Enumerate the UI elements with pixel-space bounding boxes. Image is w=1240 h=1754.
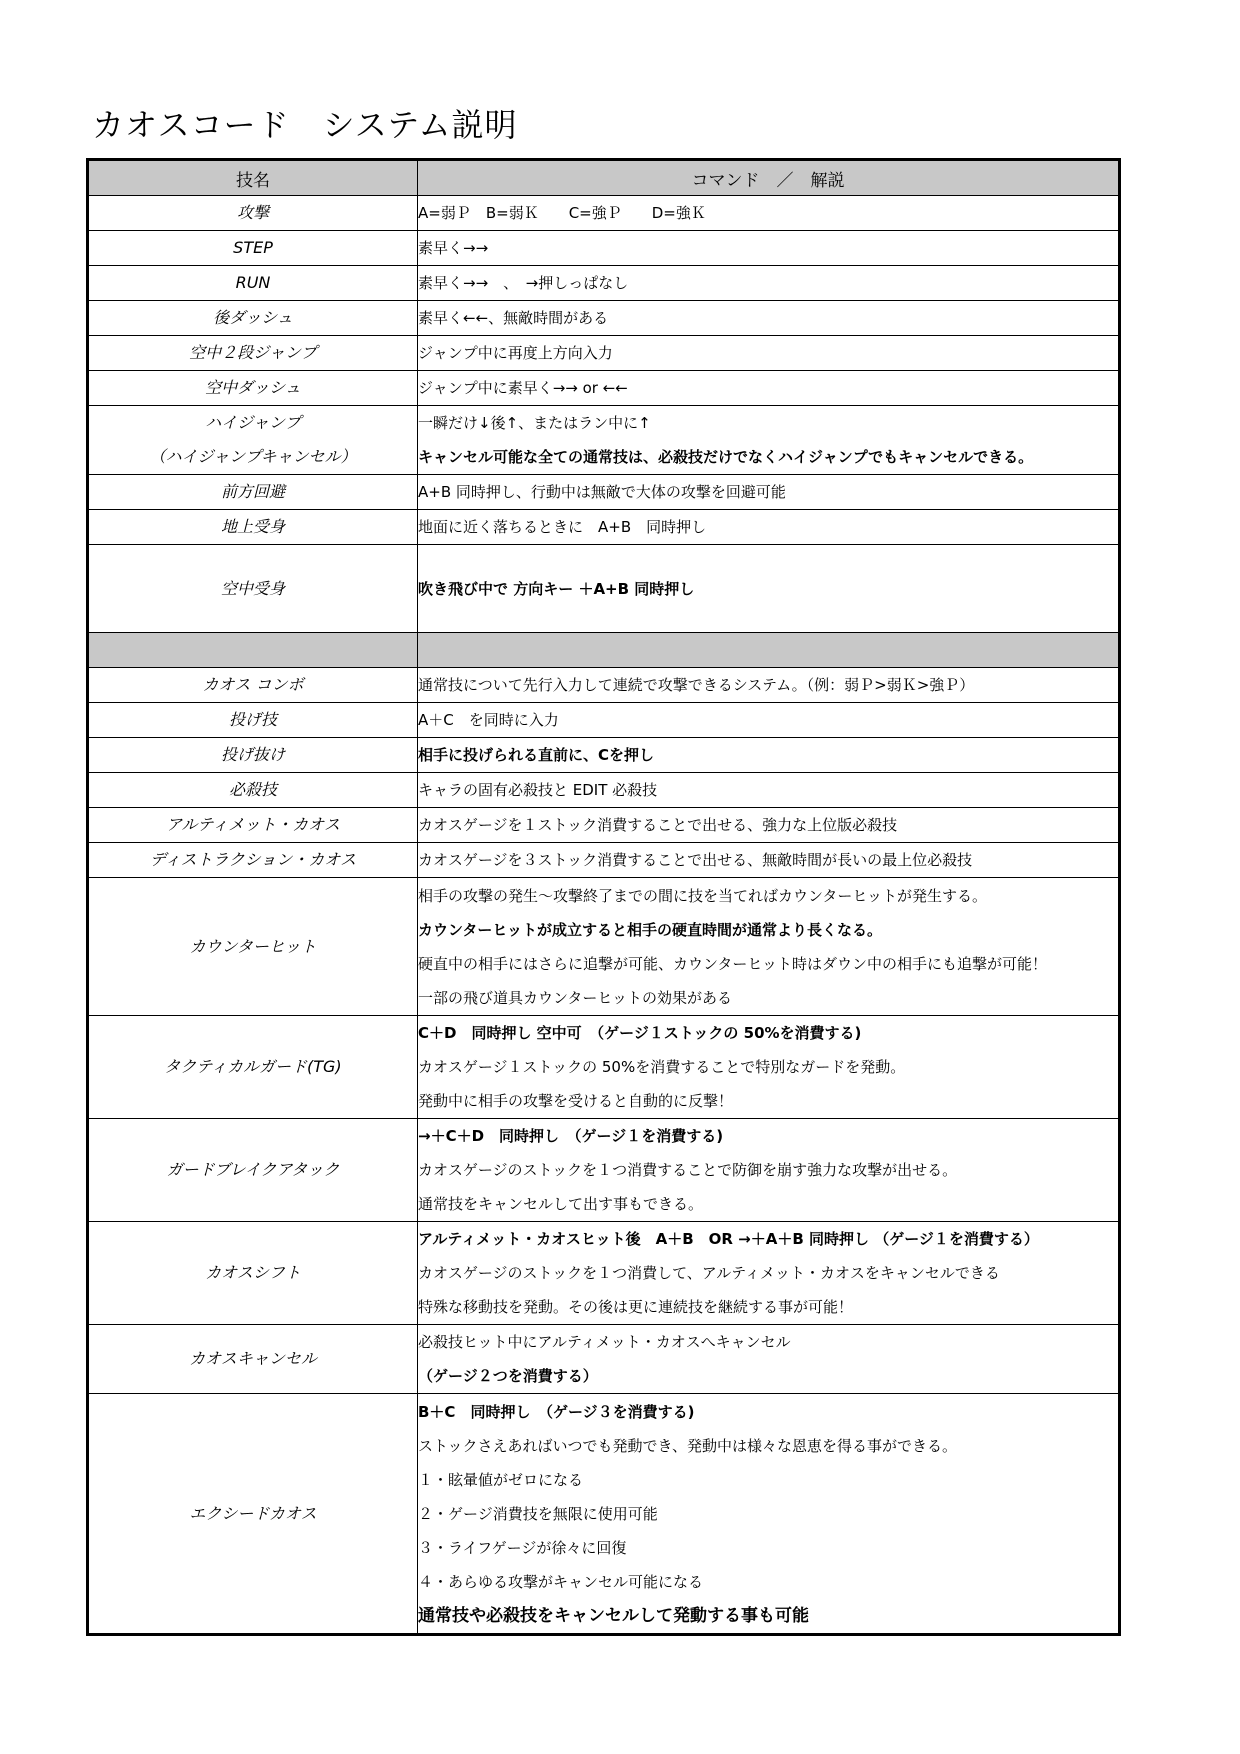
technique-name: RUN <box>235 273 271 292</box>
technique-name-cell <box>88 738 418 773</box>
table-row <box>88 633 1120 668</box>
command-description-cell <box>418 878 1120 1016</box>
table-row <box>88 336 1120 371</box>
technique-name: 空中２段ジャンプ <box>189 343 317 362</box>
technique-name: 空中ダッシュ <box>205 378 301 397</box>
command-description-cell <box>418 738 1120 773</box>
technique-name: STEP <box>233 238 273 257</box>
table-row <box>88 808 1120 843</box>
description-line: 相手に投げられる直前に、Cを押し <box>418 746 655 764</box>
description-line: ジャンプ中に素早く→→ or ←← <box>418 379 628 397</box>
command-description-cell <box>418 475 1120 510</box>
command-description-cell <box>418 633 1120 668</box>
header-name-column: 技名 <box>88 160 418 196</box>
description-line: 一部の飛び道具カウンターヒットの効果がある <box>418 988 732 1007</box>
technique-name-cell <box>88 1222 418 1325</box>
table-row <box>88 301 1120 336</box>
description-line: 素早く→→ 、 →押しっぱなし <box>418 274 629 292</box>
technique-name-cell <box>88 371 418 406</box>
command-description-cell <box>418 371 1120 406</box>
command-description-cell <box>418 406 1120 475</box>
technique-name: 投げ技 <box>228 710 277 729</box>
description-line: C＋D 同時押し 空中可 （ゲージ１ストックの 50%を消費する) <box>418 1024 862 1042</box>
command-description-cell <box>418 773 1120 808</box>
table-row <box>88 1394 1120 1635</box>
table-row <box>88 371 1120 406</box>
technique-name: ハイジャンプ <box>205 413 301 432</box>
description-line: キャンセル可能な全ての通常技は、必殺技だけでなくハイジャンプでもキャンセルできる。 <box>418 448 1034 466</box>
technique-name-cell <box>88 475 418 510</box>
technique-name: 空中受身 <box>220 578 285 598</box>
description-line: １・眩暈値がゼロになる <box>418 1470 584 1489</box>
technique-name: 攻撃 <box>236 203 269 222</box>
description-line: ストックさえあればいつでも発動でき、発動中は様々な恩恵を得る事ができる。 <box>418 1436 957 1455</box>
technique-name: カオスキャンセル <box>189 1349 317 1368</box>
technique-name-cell <box>88 633 418 668</box>
table-row <box>88 703 1120 738</box>
description-line: カオスゲージのストックを１つ消費することで防御を崩す強力な攻撃が出せる。 <box>418 1161 958 1179</box>
technique-name: カオスシフト <box>205 1263 301 1282</box>
technique-name-cell <box>88 1016 418 1119</box>
table-row <box>88 1016 1120 1119</box>
technique-name: 前方回避 <box>220 482 285 501</box>
command-description-cell <box>418 1325 1120 1394</box>
command-description-cell <box>418 336 1120 371</box>
technique-name-cell <box>88 878 418 1016</box>
description-line: カオスゲージを１ストック消費することで出せる、強力な上位版必殺技 <box>418 816 898 834</box>
description-line: 通常技をキャンセルして出す事もできる。 <box>418 1195 704 1213</box>
description-line: 発動中に相手の攻撃を受けると自動的に反撃！ <box>418 1092 734 1110</box>
table-row <box>88 510 1120 545</box>
technique-name: ガードブレイクアタック <box>166 1160 340 1179</box>
description-line: 必殺技ヒット中にアルティメット・カオスへキャンセル <box>418 1333 791 1351</box>
technique-name: カオス コンボ <box>202 675 304 694</box>
command-description-cell <box>418 808 1120 843</box>
table-row <box>88 1119 1120 1222</box>
technique-name-cell <box>88 301 418 336</box>
technique-name: 投げ抜け <box>220 745 285 764</box>
technique-name: 後ダッシュ <box>213 308 293 327</box>
command-description-cell <box>418 301 1120 336</box>
technique-name-cell <box>88 703 418 738</box>
description-line: A＋C を同時に入力 <box>418 711 559 729</box>
command-description-cell <box>418 231 1120 266</box>
table-row <box>88 668 1120 703</box>
description-line: カウンターヒットが成立すると相手の硬直時間が通常より長くなる。 <box>418 920 882 939</box>
description-line: A+B 同時押し、行動中は無敵で大体の攻撃を回避可能 <box>418 483 786 501</box>
command-description-cell <box>418 703 1120 738</box>
description-line: 地面に近く落ちるときに A+B 同時押し <box>418 518 707 536</box>
description-line: ４・あらゆる攻撃がキャンセル可能になる <box>418 1572 704 1591</box>
table-row <box>88 773 1120 808</box>
description-line: アルティメット・カオスヒット後 A＋B OR →＋A＋B 同時押し （ゲージ１を消費する） <box>418 1230 1039 1248</box>
description-line: ジャンプ中に再度上方向入力 <box>418 344 613 362</box>
command-description-cell <box>418 266 1120 301</box>
description-line: カオスゲージのストックを１つ消費して、アルティメット・カオスをキャンセルできる <box>418 1264 1000 1282</box>
command-description-cell <box>418 668 1120 703</box>
description-line: キャラの固有必殺技と EDIT 必殺技 <box>418 781 658 799</box>
table-row <box>88 406 1120 475</box>
description-line: （ゲージ２つを消費する） <box>418 1367 598 1385</box>
technique-name-cell <box>88 231 418 266</box>
technique-name-cell <box>88 336 418 371</box>
technique-name-cell <box>88 1325 418 1394</box>
description-line: カオスゲージを３ストック消費することで出せる、無敵時間が長いの最上位必殺技 <box>418 851 973 869</box>
table-header-row <box>88 160 1120 196</box>
description-line: カオスゲージ１ストックの 50%を消費することで特別なガードを発動。 <box>418 1058 906 1076</box>
technique-name-cell <box>88 843 418 878</box>
description-line: 硬直中の相手にはさらに追撃が可能、カウンターヒット時はダウン中の相手にも追撃が可能！ <box>418 954 1047 973</box>
table-row <box>88 196 1120 231</box>
description-line: →＋C＋D 同時押し （ゲージ１を消費する) <box>418 1127 724 1145</box>
technique-name: タクティカルガード(TG) <box>164 1057 342 1076</box>
description-line: 相手の攻撃の発生～攻撃終了までの間に技を当てればカウンターヒットが発生する。 <box>418 886 987 905</box>
technique-name-cell <box>88 510 418 545</box>
table-row <box>88 545 1120 633</box>
table-row <box>88 231 1120 266</box>
technique-name-cell <box>88 545 418 633</box>
technique-name-cell <box>88 406 418 475</box>
technique-name-cell <box>88 1119 418 1222</box>
description-line: 通常技について先行入力して連続で攻撃できるシステム。（例：弱Ｐ>弱Ｋ>強Ｐ） <box>418 676 975 694</box>
technique-name: アルティメット・カオス <box>166 815 340 834</box>
description-line: 吹き飛び中で 方向キー ＋A+B 同時押し <box>418 579 695 598</box>
technique-name-cell <box>88 1394 418 1635</box>
technique-name-cell <box>88 196 418 231</box>
description-line: 素早く←←、無敵時間がある <box>418 309 609 327</box>
table-row <box>88 878 1120 1016</box>
command-description-cell <box>418 510 1120 545</box>
description-line: ２・ゲージ消費技を無限に使用可能 <box>418 1504 658 1523</box>
command-description-cell <box>418 1119 1120 1222</box>
technique-name: カウンターヒット <box>189 936 317 956</box>
description-line: 素早く→→ <box>418 239 489 257</box>
technique-name: 地上受身 <box>220 517 285 536</box>
description-line: ３・ライフゲージが徐々に回復 <box>418 1538 627 1557</box>
command-description-cell <box>418 1016 1120 1119</box>
command-description-cell <box>418 196 1120 231</box>
description-line: B＋C 同時押し （ゲージ３を消費する) <box>418 1402 695 1421</box>
table-row <box>88 1325 1120 1394</box>
command-description-cell <box>418 843 1120 878</box>
description-line: 特殊な移動技を発動。その後は更に連続技を継続する事が可能！ <box>418 1298 854 1316</box>
technique-name-cell <box>88 773 418 808</box>
command-description-cell <box>418 1222 1120 1325</box>
description-line: 通常技や必殺技をキャンセルして発動する事も可能 <box>418 1605 809 1626</box>
header-desc-column: コマンド ／ 解説 <box>418 160 1120 196</box>
description-line: 一瞬だけ↓後↑、またはラン中に↑ <box>418 414 651 432</box>
command-description-cell <box>418 545 1120 633</box>
technique-name: 必殺技 <box>228 780 277 799</box>
description-line: A=弱Ｐ B=弱Ｋ C=強Ｐ D=強Ｋ <box>418 204 706 222</box>
technique-name-cell <box>88 808 418 843</box>
system-table <box>86 158 1121 1636</box>
table-row <box>88 738 1120 773</box>
technique-name-cell <box>88 266 418 301</box>
technique-name: エクシードカオス <box>189 1503 317 1523</box>
page-title: カオスコード システム説明 <box>92 106 518 144</box>
technique-name-cell <box>88 668 418 703</box>
technique-name: （ハイジャンプキャンセル） <box>149 447 357 466</box>
table-row <box>88 1222 1120 1325</box>
table-row <box>88 843 1120 878</box>
table-row <box>88 266 1120 301</box>
command-description-cell <box>418 1394 1120 1635</box>
table-row <box>88 475 1120 510</box>
technique-name: ディストラクション・カオス <box>149 850 357 869</box>
